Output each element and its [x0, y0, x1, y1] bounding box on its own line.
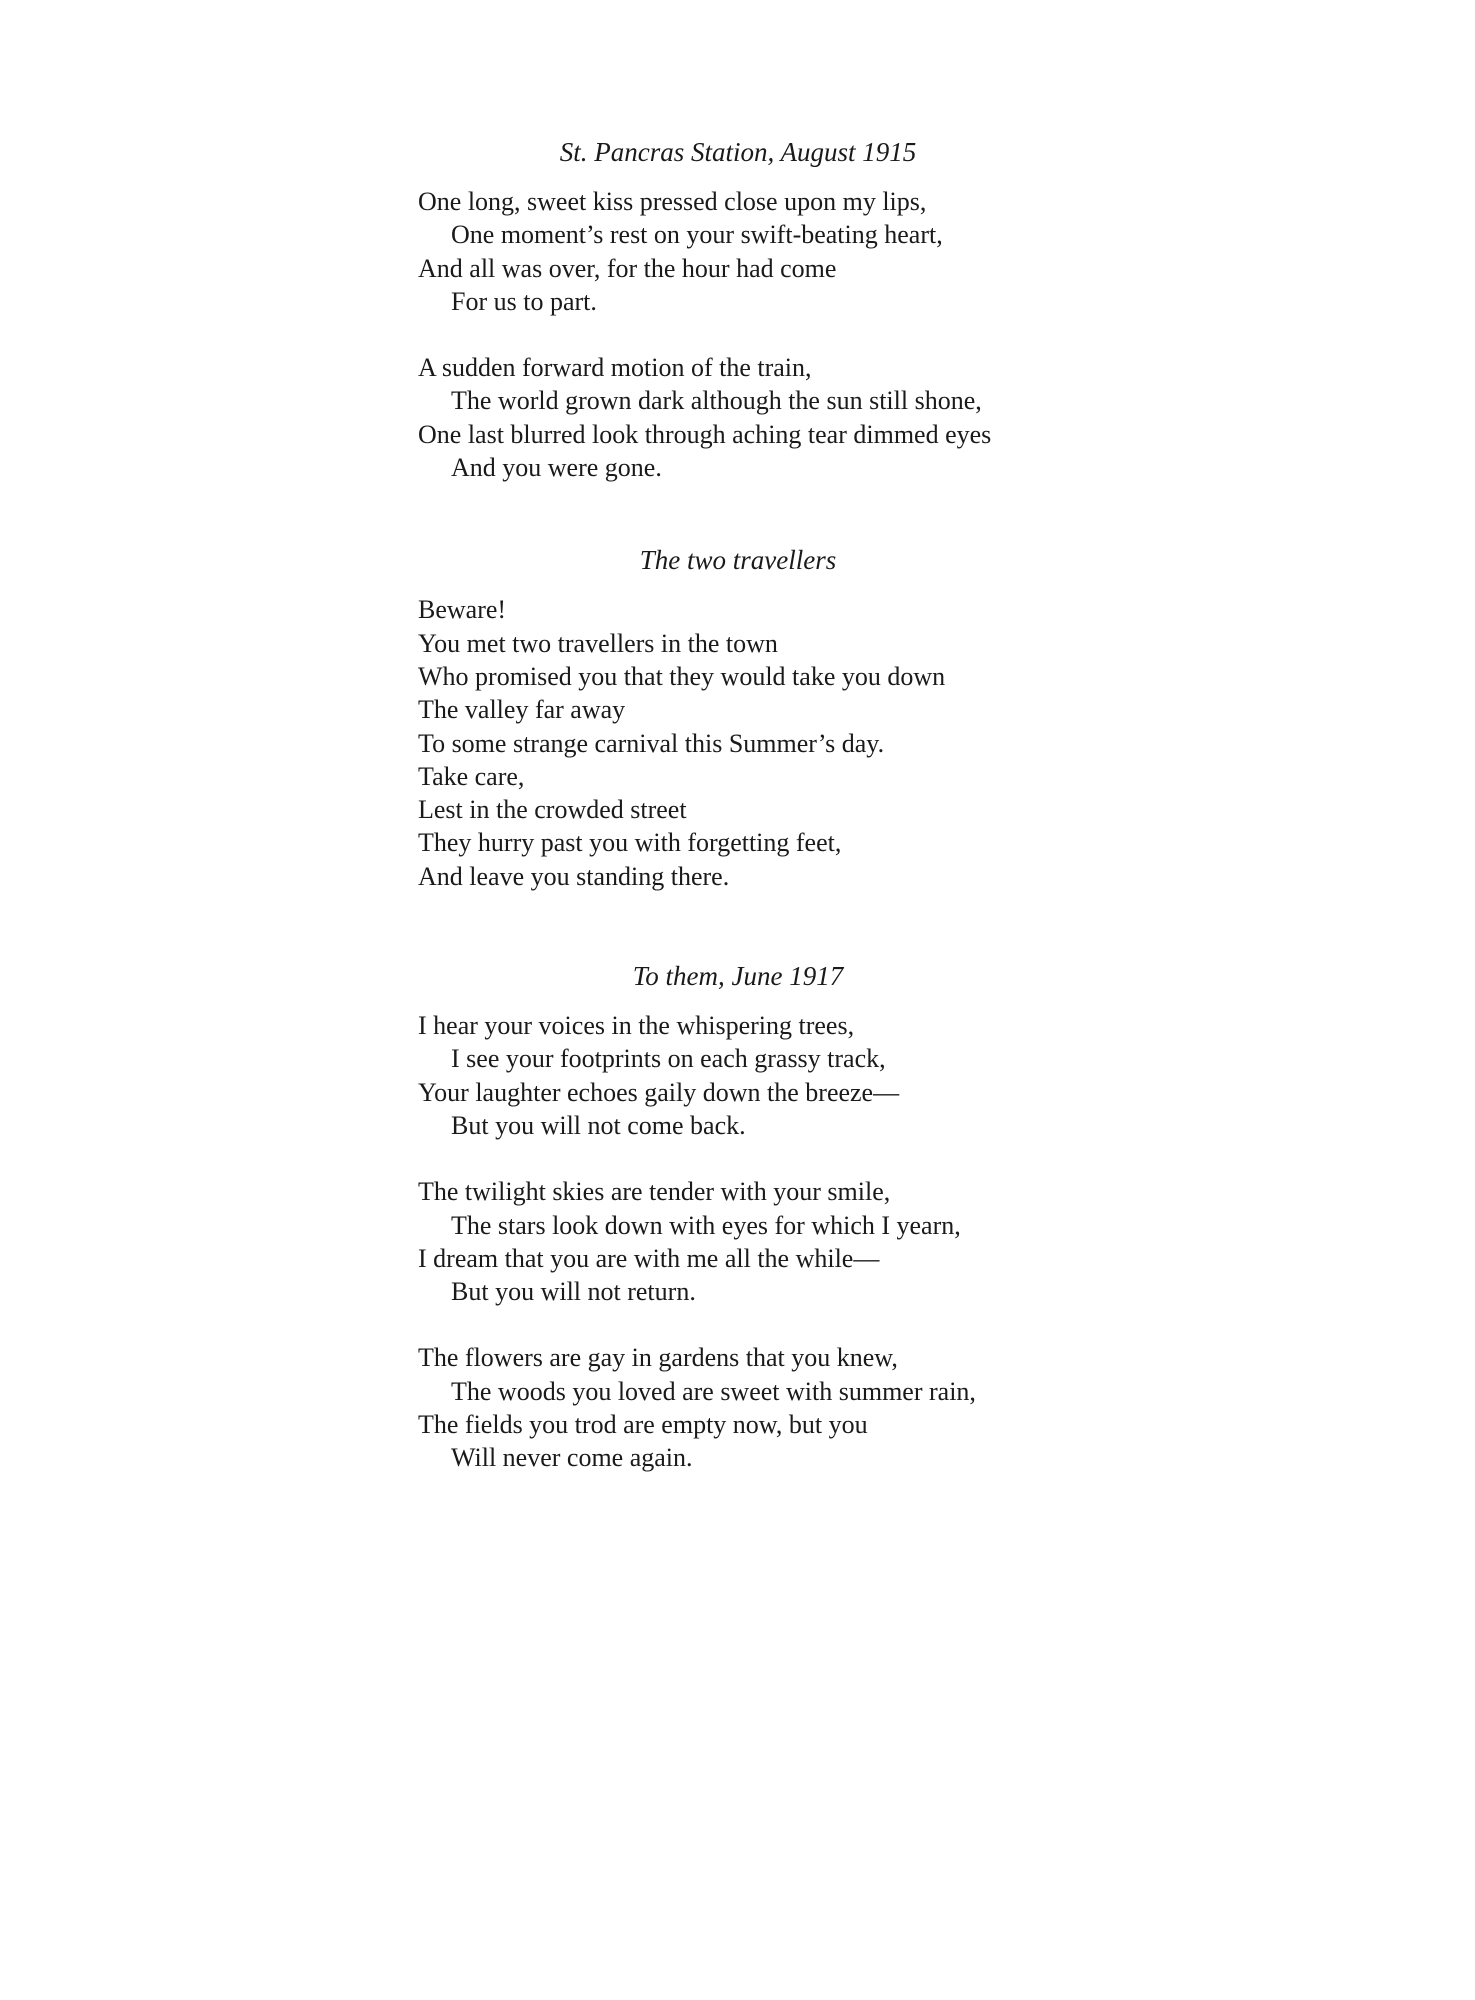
poem-line: Who promised you that they would take you down [418, 661, 946, 691]
poem-line: The twilight skies are tender with your smile, [418, 1177, 891, 1207]
poem-line: Lest in the crowded street [418, 795, 687, 825]
poem-line: And leave you standing there. [418, 861, 730, 891]
stanza [418, 1341, 1058, 1474]
poem-title: St. Pancras Station, August 1915 [559, 137, 917, 167]
poem-line: A sudden forward motion of the train, [418, 353, 812, 383]
poem-line: The world grown dark although the sun still shone, [451, 386, 982, 416]
poem-line: To some strange carnival this Summer’s day. [418, 728, 885, 758]
poem-line: I hear your voices in the whispering trees, [418, 1011, 855, 1041]
poem-line: Your laughter echoes gaily down the breeze— [418, 1077, 900, 1107]
stanza [418, 1175, 1058, 1308]
poem-to-them-june-1917 [418, 960, 1058, 1475]
poem-line: The woods you loved are sweet with summer rain, [451, 1376, 976, 1406]
stanza [418, 1009, 1058, 1142]
poem-line: Beware! [418, 595, 507, 625]
document-page [418, 136, 1058, 1475]
poem-title: To them, June 1917 [632, 961, 844, 992]
poem-line: The flowers are gay in gardens that you knew, [418, 1343, 898, 1373]
stanza [418, 593, 1058, 893]
poem-line: For us to part. [451, 286, 597, 316]
poem-line: One last blurred look through aching tear dimmed eyes [418, 419, 992, 449]
poem-line: The stars look down with eyes for which I yearn, [451, 1210, 961, 1240]
poem-line: Take care, [418, 761, 525, 791]
poem-st-pancras-station [418, 136, 1058, 484]
poem-line: And you were gone. [451, 453, 662, 483]
poem-line: I see your footprints on each grassy track, [451, 1044, 886, 1074]
stanza-break [418, 1142, 1058, 1175]
poem-line: One long, sweet kiss pressed close upon my lips, [418, 187, 927, 216]
poem-line: The valley far away [418, 695, 626, 725]
poem-line: And all was over, for the hour had come [418, 253, 837, 283]
poem-line: But you will not come back. [451, 1110, 746, 1140]
poem-line: The fields you trod are empty now, but you [418, 1410, 868, 1440]
stanza [418, 185, 1058, 318]
poem-line: You met two travellers in the town [418, 628, 778, 658]
stanza-break [418, 318, 1058, 351]
poem-line: But you will not return. [451, 1277, 696, 1307]
stanza [418, 351, 1058, 484]
poem-line: Will never come again. [451, 1443, 693, 1473]
poem-line: I dream that you are with me all the while— [418, 1243, 880, 1273]
poem-line: They hurry past you with forgetting feet, [418, 828, 842, 858]
poem-line: One moment’s rest on your swift-beating heart, [451, 220, 943, 250]
poem-the-two-travellers [418, 544, 1058, 893]
poem-title: The two travellers [639, 545, 837, 576]
stanza-break [418, 1308, 1058, 1341]
